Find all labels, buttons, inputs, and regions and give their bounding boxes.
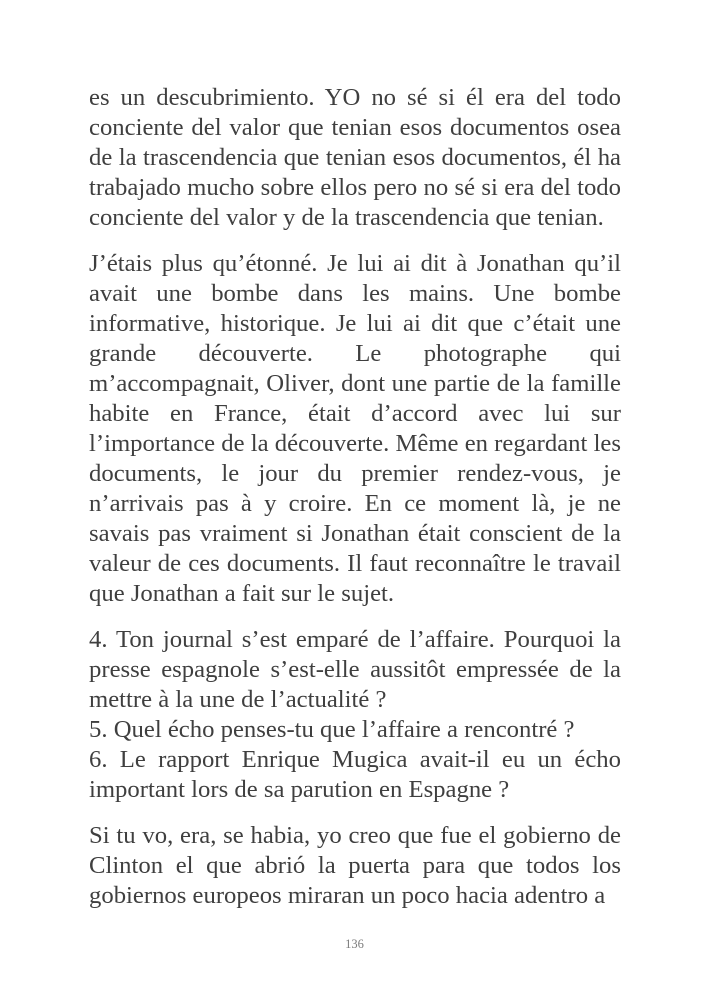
interview-questions [89, 625, 621, 805]
question-6: 6. Le rapport Enrique Mugica avait-il eu un écho important lors de sa parution en Espagne ? [89, 746, 621, 803]
question-4: 4. Ton journal s’est emparé de l’affaire. Pourquoi la presse espagnole s’est-elle aussitôt empressée de la mettre à la une de l’actualité ? [89, 626, 621, 713]
question-5: 5. Quel écho penses-tu que l’affaire a rencontré ? [89, 716, 575, 743]
page-text-block [89, 83, 621, 911]
paragraph-spanish-2: Si tu vo, era, se habia, yo creo que fue el gobierno de Clinton el que abrió la puerta para que todos los gobiernos europeos miraran un poco hacia adentro a [89, 822, 621, 909]
page-number: 136 [345, 937, 364, 951]
paragraph-french: J’étais plus qu’étonné. Je lui ai dit à Jonathan qu’il avait une bombe dans les mains. Une bombe informative, historique. Je lui ai dit que c’était une grande découverte. Le photographe qui m’accompagnait, Oliver, dont une partie de la famille habite en France, était d’accord avec lui sur l’importance de la découverte. Même en regardant les documents, le jour du premier rendez-vous, je n’arrivais pas à y croire. En ce moment là, je ne savais pas vraiment si Jonathan était conscient de la valeur de ces documents. Il faut reconnaître le travail que Jonathan a fait sur le sujet. [89, 250, 621, 607]
paragraph-spanish-1: es un descubrimiento. YO no sé si él era del todo conciente del valor que tenian esos documentos osea de la trascendencia que tenian esos documentos, él ha trabajado mucho sobre ellos pero no sé si era del todo conciente del valor y de la trascendencia que tenian. [89, 84, 621, 231]
